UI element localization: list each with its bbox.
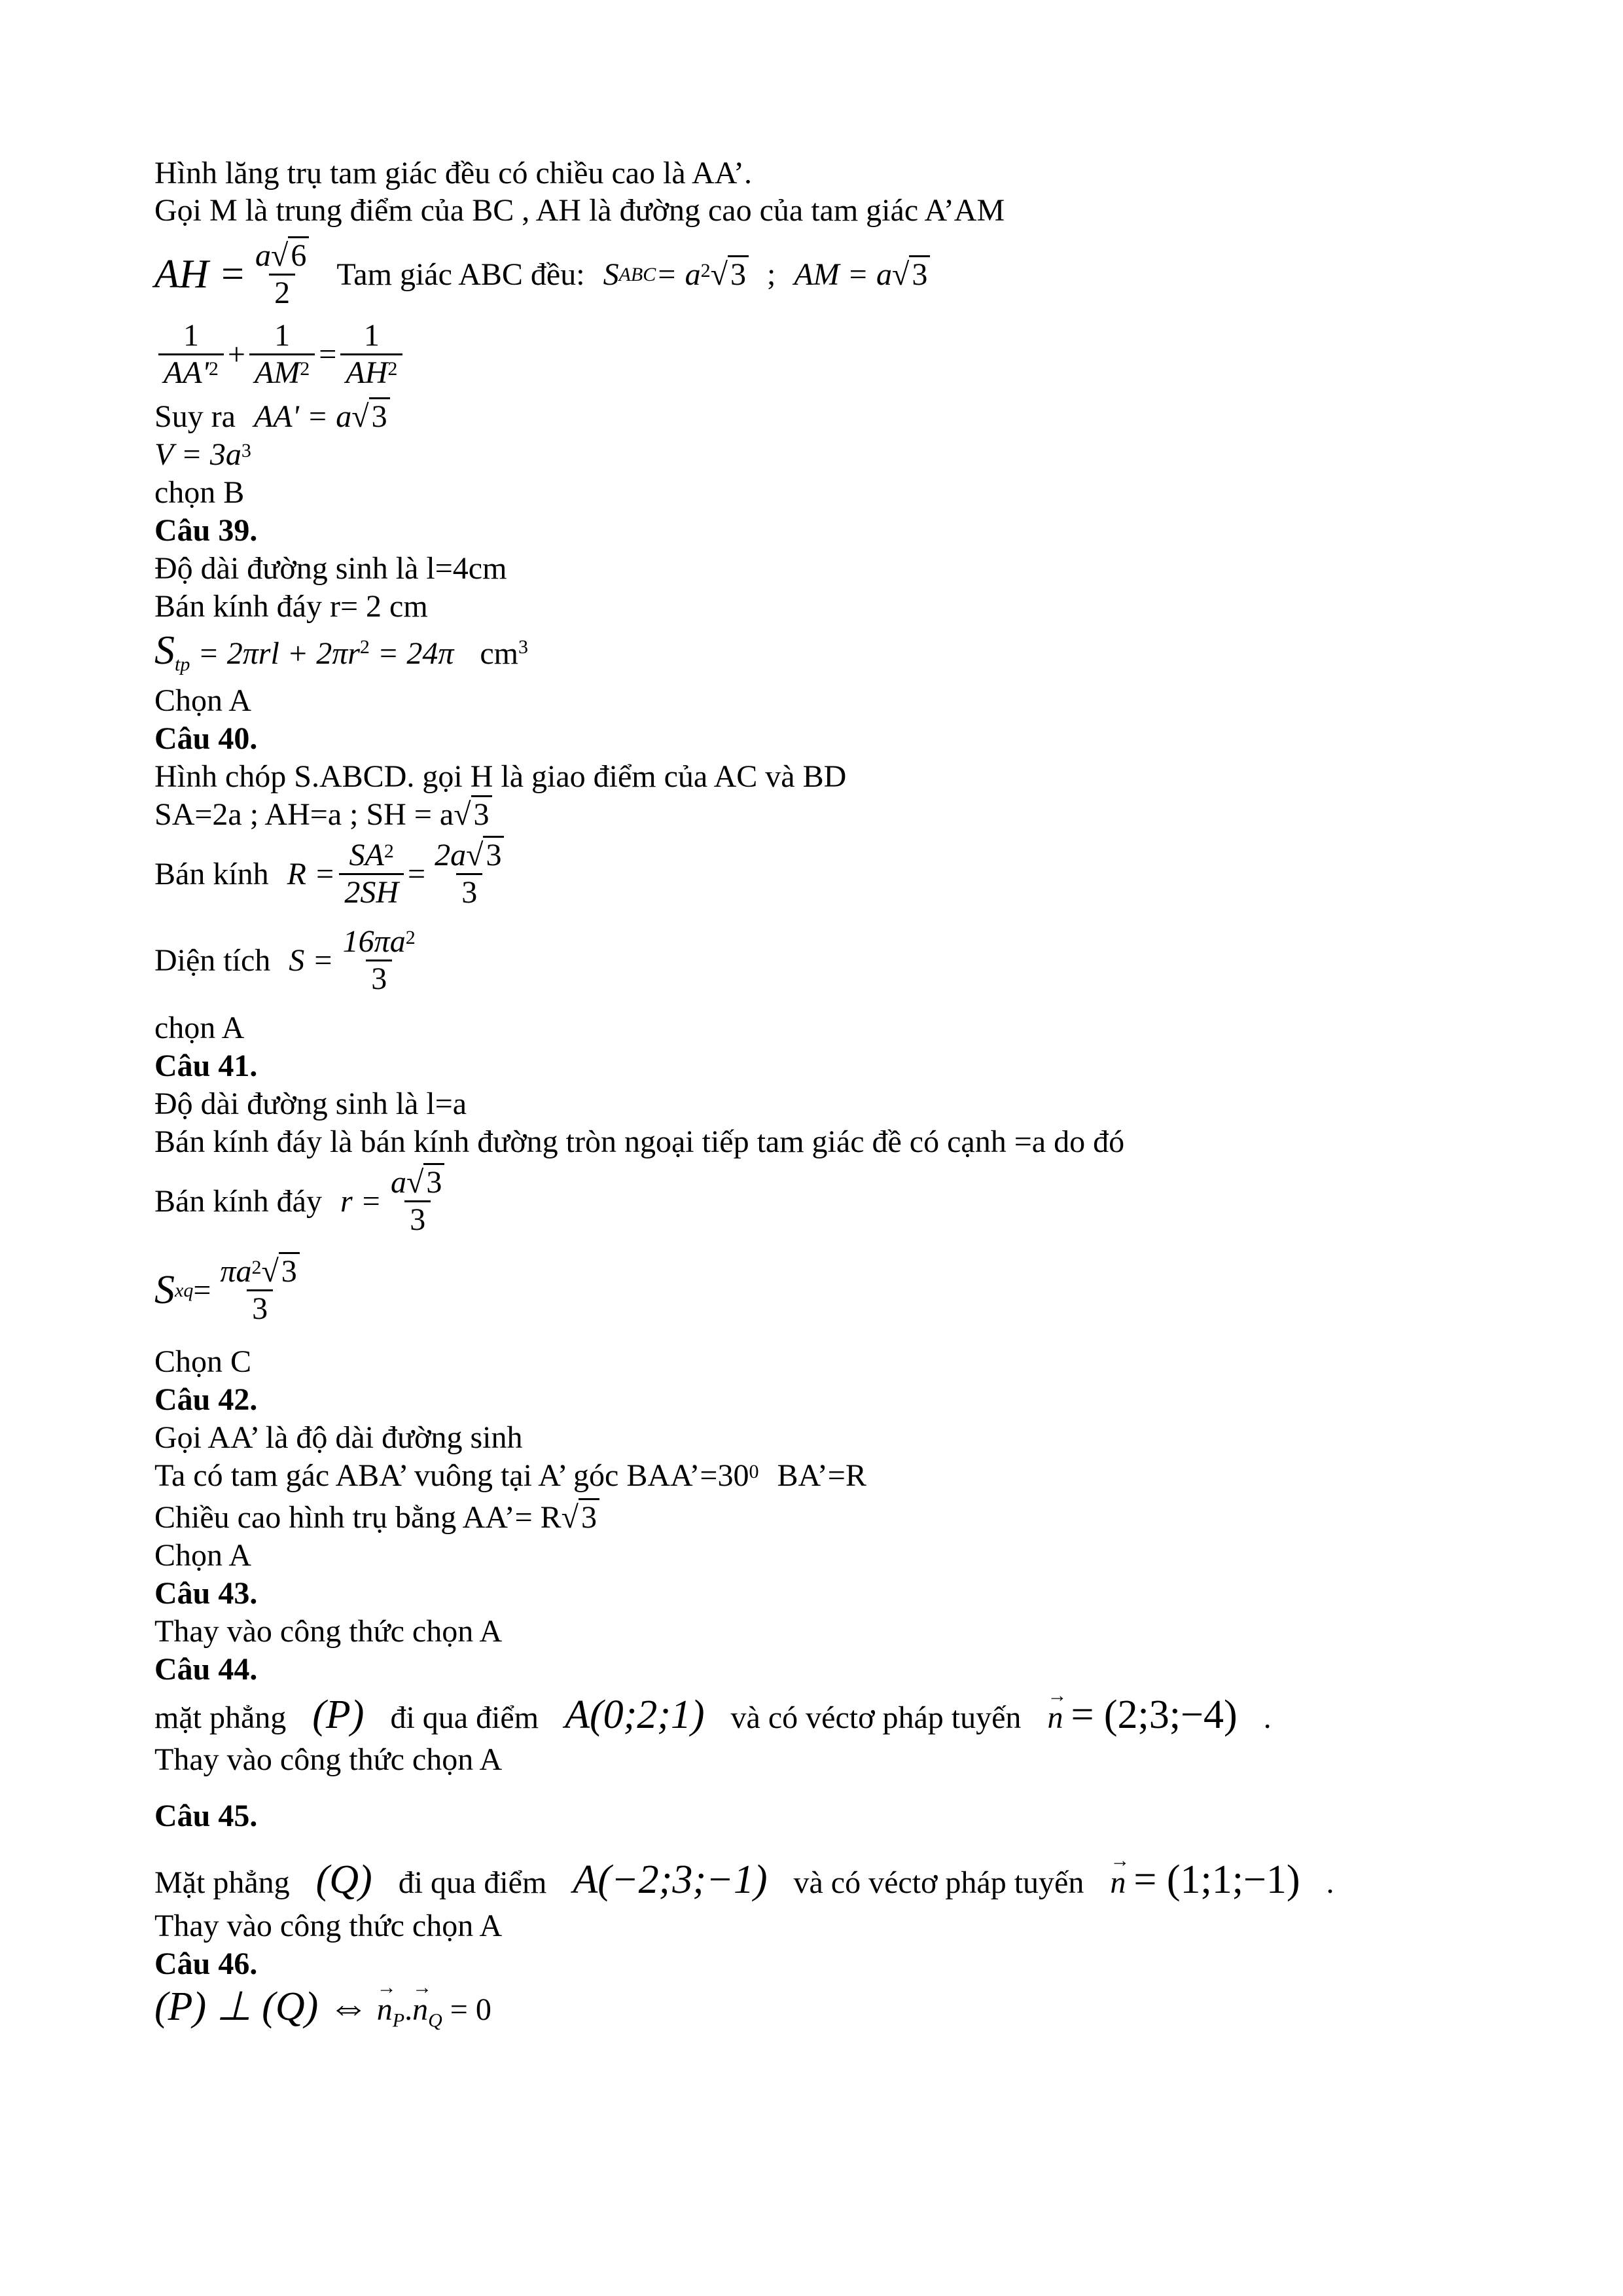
q46-title: Câu 46.	[154, 1946, 258, 1981]
intro-volume: $V = 3a^3$	[154, 437, 251, 472]
q40-title: Câu 40.	[154, 721, 258, 756]
q42-line-2: Ta có tam gác ABA’ vuông tại A’ góc $BAA’=30^0$ BA’=R	[154, 1458, 866, 1493]
q44-line-2: Thay vào công thức chọn A	[154, 1742, 503, 1777]
q40-line-2: SA=2a ; AH=a ; SH = a√3	[154, 796, 492, 833]
q40-radius: Bán kính R = $\frac{SA^2}{2SH}$ = $\frac{2a√3}{3}$	[154, 835, 513, 912]
q39-line-1: Độ dài đường sinh là l=4cm	[154, 551, 507, 586]
q39-title: Câu 39.	[154, 513, 258, 548]
q41-title: Câu 41.	[154, 1049, 258, 1083]
intro-answer: chọn B	[154, 475, 245, 510]
q39-formula: $S_{tp} = 2\pi rl + 2\pi r^2 = 24\pi$ $cm^3$	[154, 628, 528, 675]
q45-title: Câu 45.	[154, 1799, 258, 1833]
q41-line-1: Độ dài đường sinh là l=a	[154, 1086, 467, 1121]
intro-line-1: Hình lăng trụ tam giác đều có chiều cao là AA’.	[154, 156, 753, 190]
q44-line-1: mặt phẳng (P) đi qua điểm A(0;2;1) và có véctơ pháp tuyến → n = (2;3;−4) .	[154, 1696, 1272, 1736]
q46-formula: (P) ⊥ (Q) ⇔ → $n_P.\to n_Q = 0$	[154, 1988, 491, 2039]
q41-answer: Chọn C	[154, 1344, 252, 1379]
q42-title: Câu 42.	[154, 1382, 258, 1417]
q40-answer: chọn A	[154, 1011, 245, 1045]
q42-line-1: Gọi AA’ là độ dài đường sinh	[154, 1420, 523, 1455]
q41-line-2: Bán kính đáy là bán kính đường tròn ngoại tiếp tam giác đề có cạnh =a do đó	[154, 1124, 1125, 1159]
intro-suyra: Suy ra AA' = a√3	[154, 398, 390, 435]
intro-inverse-formula: $\frac{1}{AA'^2}$ + $\frac{1}{AM^2}$ = $\frac{1}{AH^2}$	[154, 318, 406, 390]
q42-answer: Chọn A	[154, 1538, 252, 1573]
q39-answer: Chọn A	[154, 683, 252, 718]
q41-surface: S xq = $\frac{\pi a^2√3}{3}$	[154, 1251, 309, 1329]
intro-ah-formula: AH = $\frac{a√6}{2}$ Tam giác ABC đều: S ABC = a $^2$ √3 ; AM = a √3	[154, 238, 930, 310]
q41-radius: Bán kính đáy r = $\frac{a√3}{3}$	[154, 1162, 454, 1240]
q43-title: Câu 43.	[154, 1576, 258, 1611]
q40-area: Diện tích S = $\frac{16\pi a^2}{3}$	[154, 924, 416, 996]
intro-line-2: Gọi M là trung điểm của BC , AH là đường cao của tam giác A’AM	[154, 193, 1005, 228]
q44-title: Câu 44.	[154, 1652, 258, 1687]
q40-line-1: Hình chóp S.ABCD. gọi H là giao điểm của AC và BD	[154, 759, 847, 794]
q45-line-2: Thay vào công thức chọn A	[154, 1909, 503, 1943]
q39-line-2: Bán kính đáy r= 2 cm	[154, 589, 428, 624]
ah-fraction: $\frac{a√6}{2}$	[250, 238, 314, 311]
q43-line-1: Thay vào công thức chọn A	[154, 1614, 503, 1649]
q45-line-1: Mặt phẳng (Q) đi qua điểm A(−2;3;−1) và có véctơ pháp tuyến → n = (1;1;−1) .	[154, 1861, 1334, 1901]
q42-line-3: Chiều cao hình trụ bằng AA’= R√3	[154, 1499, 599, 1536]
